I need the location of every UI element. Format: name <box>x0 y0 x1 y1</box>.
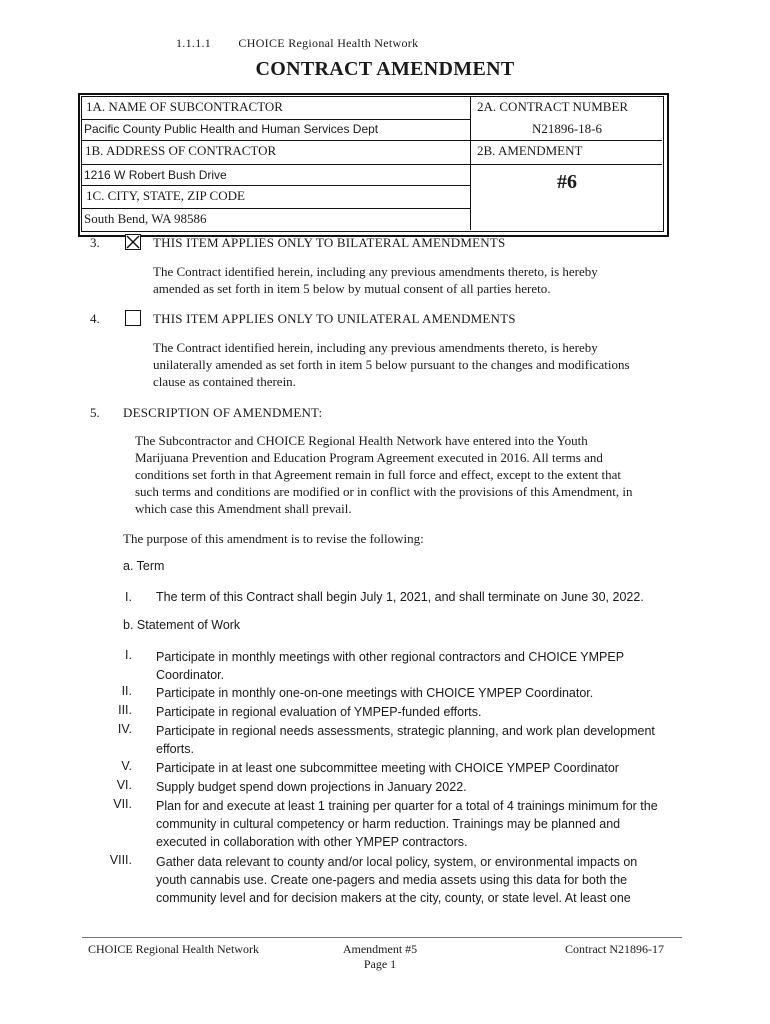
sow-item: Plan for and execute at least 1 training per quarter for a total of 4 trainings minimum for the community in cultural competency or harm reduction. Trainings may be planned and executed in collaboration with other YMPEP contractors. <box>156 799 658 849</box>
item-4-text-line: clause as contained therein. <box>153 374 296 389</box>
box-rule <box>470 164 662 165</box>
subcontractor-label: 1A. NAME OF SUBCONTRACTOR <box>86 99 283 114</box>
subcontractor-value: Pacific County Public Health and Human Services Dept <box>84 122 379 136</box>
description-line: which case this Amendment shall prevail. <box>135 501 352 516</box>
item-3-heading: THIS ITEM APPLIES ONLY TO BILATERAL AMENDMENTS <box>153 235 506 250</box>
item-4-heading: THIS ITEM APPLIES ONLY TO UNILATERAL AMENDMENTS <box>153 311 516 326</box>
sow-item: Gather data relevant to county and/or local policy, system, or environmental impacts on youth cannabis use. Create one-pagers and media assets using this data for both the community level and for decision makers at the city, county, or state level. At least one <box>156 855 638 905</box>
sow-roman: IV. <box>117 722 132 736</box>
city-label: 1C. CITY, STATE, ZIP CODE <box>86 188 245 203</box>
box-rule <box>81 119 470 120</box>
sow-roman: VI. <box>116 778 132 792</box>
sow-roman: II. <box>121 684 132 698</box>
description-line: conditions set forth in that Agreement remain in full force and effect, except to the extent that <box>135 467 622 482</box>
box-rule <box>81 185 470 186</box>
item-4-number: 4. <box>90 311 100 326</box>
footer-page-number: Page 1 <box>363 957 397 971</box>
description-line: Marijuana Prevention and Education Program Agreement executed in 2016. All terms and <box>135 450 603 465</box>
contract-number-label: 2A. CONTRACT NUMBER <box>477 99 629 114</box>
item-5-heading: DESCRIPTION OF AMENDMENT: <box>123 405 323 420</box>
sow-item: Participate in at least one subcommittee meeting with CHOICE YMPEP Coordinator <box>156 761 619 775</box>
sow-item: Participate in monthly meetings with other regional contractors and CHOICE YMPEP Coordinator. <box>156 650 625 682</box>
sow-roman: III. <box>118 703 132 717</box>
sow-item: Participate in monthly one-on-one meetings with CHOICE YMPEP Coordinator. <box>156 686 594 700</box>
sow-roman: I. <box>125 648 132 662</box>
sow-item: Supply budget spend down projections in January 2022. <box>156 780 467 794</box>
box-column-divider <box>470 96 471 230</box>
term-roman: I. <box>125 590 132 604</box>
city-value: South Bend, WA 98586 <box>84 211 207 226</box>
box-rule <box>81 164 470 165</box>
box-rule <box>81 140 662 141</box>
footer-amendment: Amendment #5 <box>342 942 418 956</box>
sow-item: Participate in regional evaluation of YMPEP-funded efforts. <box>156 705 482 719</box>
purpose-statement: The purpose of this amendment is to revise the following: <box>123 531 424 546</box>
term-heading: a. Term <box>123 559 165 573</box>
item-3-number: 3. <box>90 235 100 250</box>
box-rule <box>81 208 470 209</box>
section-number: 1.1.1.1 <box>176 36 212 50</box>
footer-org-name: CHOICE Regional Health Network <box>88 942 259 956</box>
amendment-number-value: #6 <box>557 171 577 193</box>
footer-contract-number: Contract N21896-17 <box>565 942 664 956</box>
sow-item: Participate in regional needs assessments, strategic planning, and work plan development efforts. <box>156 724 655 756</box>
sow-roman: VII. <box>113 797 132 811</box>
header-org-name: CHOICE Regional Health Network <box>238 36 419 50</box>
sow-roman: V. <box>121 759 132 773</box>
bilateral-checkbox-checked-icon[interactable] <box>125 234 141 250</box>
address-label: 1B. ADDRESS OF CONTRACTOR <box>85 143 277 158</box>
description-line: such terms and conditions are modified or in conflict with the provisions of this Amendment, in <box>135 484 633 499</box>
unilateral-checkbox[interactable] <box>125 310 141 326</box>
item-3-text-line: amended as set forth in item 5 below by mutual consent of all parties hereto. <box>153 281 551 296</box>
sow-roman: VIII. <box>109 853 132 867</box>
page-title: CONTRACT AMENDMENT <box>255 58 515 80</box>
item-4-text-line: unilaterally amended as set forth in item 5 below pursuant to the changes and modifications <box>153 357 630 372</box>
item-4-text-line: The Contract identified herein, including any previous amendments thereto, is hereby <box>153 340 598 355</box>
footer-divider <box>82 937 682 938</box>
description-line: The Subcontractor and CHOICE Regional Health Network have entered into the Youth <box>135 433 588 448</box>
item-5-number: 5. <box>90 405 100 420</box>
address-value: 1216 W Robert Bush Drive <box>84 168 227 182</box>
item-3-text-line: The Contract identified herein, including any previous amendments thereto, is hereby <box>153 264 598 279</box>
sow-heading: b. Statement of Work <box>123 618 241 632</box>
document-header <box>176 36 418 51</box>
contract-number-value: N21896-18-6 <box>531 121 603 136</box>
amendment-label: 2B. AMENDMENT <box>477 143 583 158</box>
term-text: The term of this Contract shall begin July 1, 2021, and shall terminate on June 30, 2022. <box>156 590 644 604</box>
